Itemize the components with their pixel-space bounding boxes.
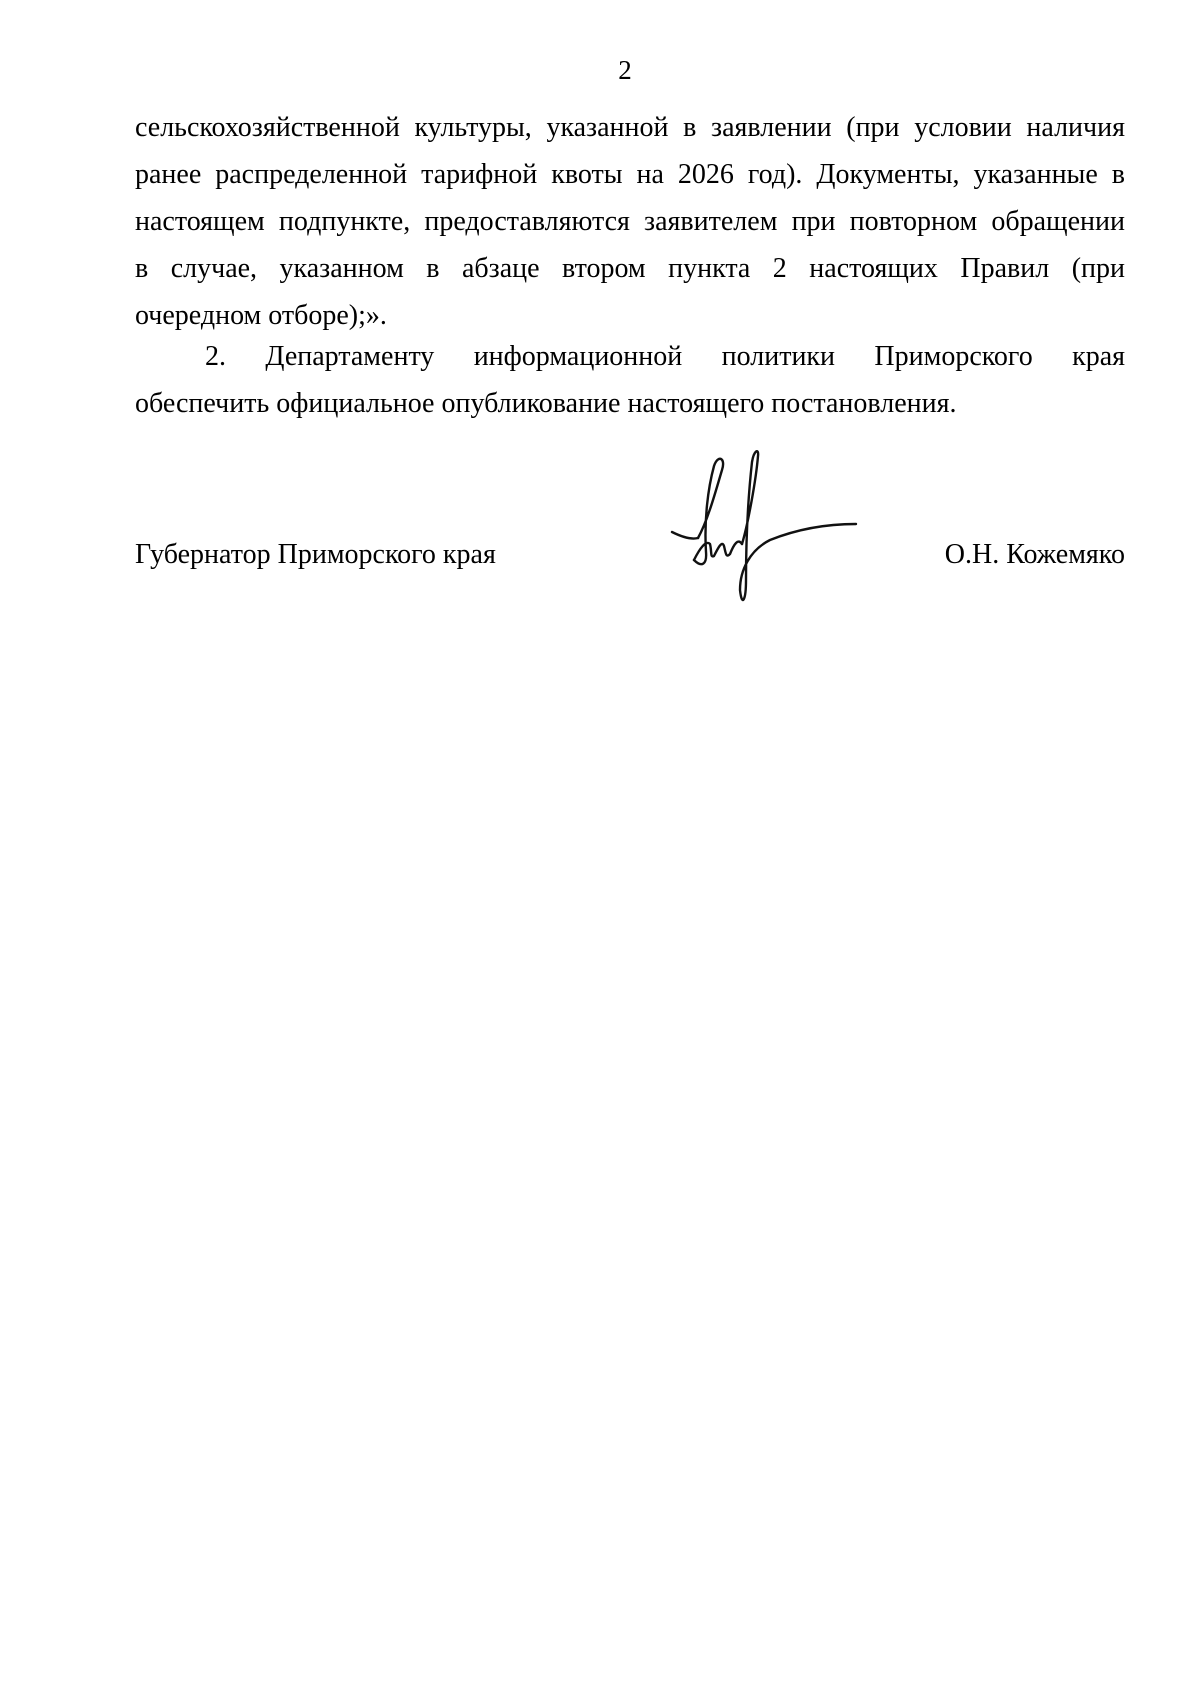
text-line xyxy=(135,333,1125,380)
signature-block xyxy=(135,530,1125,580)
signer-position: Губернатор Приморского края xyxy=(135,539,496,570)
paragraph-number: 2. xyxy=(205,341,226,372)
paragraph-first-line: Департаменту информационной политики Приморского края xyxy=(265,341,1126,372)
text-line: ранее распределенной тарифной квоты на 2026 год). Документы, указанные в xyxy=(135,159,1125,190)
text-line: в случае, указанном в абзаце втором пункта 2 настоящих Правил (при xyxy=(135,253,1125,284)
signer-name: О.Н. Кожемяко xyxy=(944,539,1125,570)
page-number: 2 xyxy=(618,55,632,85)
paragraph-item-2 xyxy=(135,333,1125,427)
text-line: сельскохозяйственной культуры, указанной в заявлении (при условии наличия xyxy=(135,112,1125,143)
paragraph-continuation xyxy=(135,104,1125,339)
text-line: обеспечить официальное опубликование настоящего постановления. xyxy=(135,388,957,419)
text-line: настоящем подпункте, предоставляются заявителем при повторном обращении xyxy=(135,206,1125,237)
text-line: очередном отборе);». xyxy=(135,300,387,331)
